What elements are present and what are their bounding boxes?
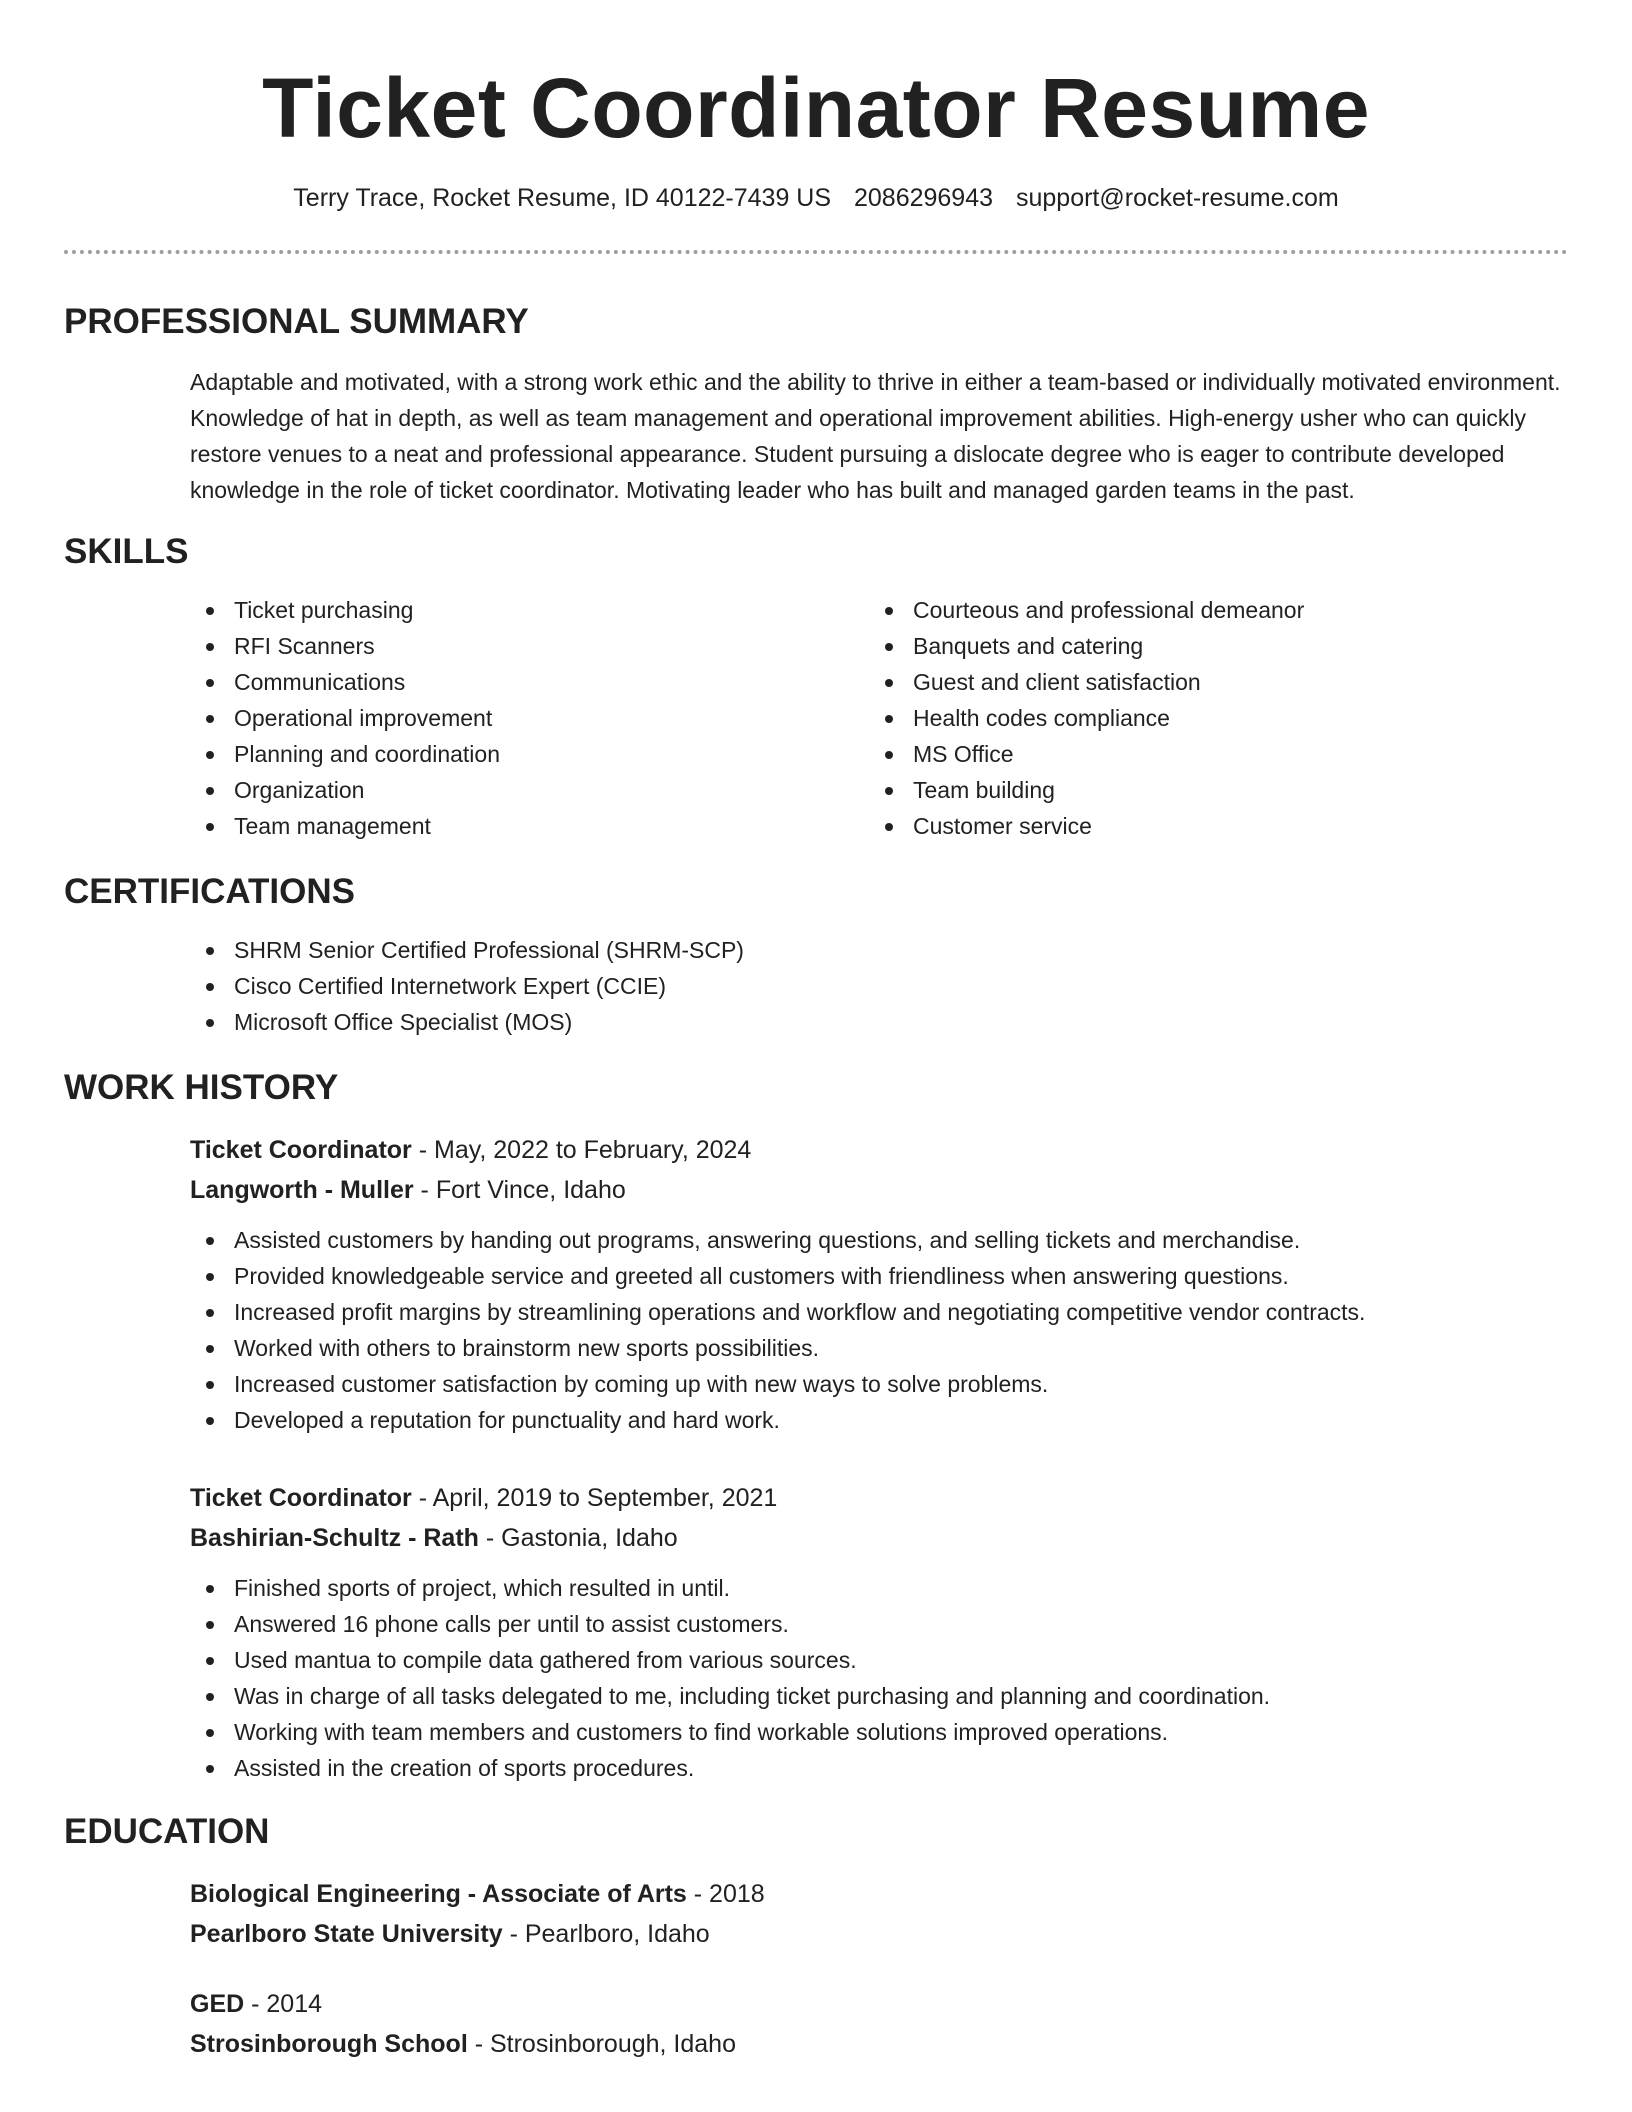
job-bullet: Assisted customers by handing out programs, answering questions, and selling tickets and merchandise. <box>190 1222 1568 1258</box>
job-bullet: Increased profit margins by streamlining operations and workflow and negotiating competitive vendor contracts. <box>190 1294 1568 1330</box>
education-section <box>64 1808 1568 2064</box>
contact-line <box>0 181 1632 215</box>
job-bullet: Working with team members and customers to find workable solutions improved operations. <box>190 1714 1568 1750</box>
skill-item: MS Office <box>869 736 1548 772</box>
education-year: - 2014 <box>244 1990 323 2018</box>
summary-heading: PROFESSIONAL SUMMARY <box>64 302 529 341</box>
contact-email: support@rocket-resume.com <box>1015 184 1339 212</box>
job-dates: - April, 2019 to September, 2021 <box>411 1484 778 1512</box>
skill-item: Customer service <box>869 808 1548 844</box>
skills-list-left <box>190 592 869 844</box>
skill-item: Planning and coordination <box>190 736 869 772</box>
skill-item: Organization <box>190 772 869 808</box>
summary-section <box>64 298 1568 508</box>
skill-item: Team management <box>190 808 869 844</box>
job-title-line <box>190 1130 1568 1170</box>
skill-item: Courteous and professional demeanor <box>869 592 1548 628</box>
certifications-section <box>64 868 1568 1040</box>
job-entry <box>64 1130 1568 1438</box>
education-heading: EDUCATION <box>64 1812 270 1851</box>
job-bullet: Increased customer satisfaction by coming up with new ways to solve problems. <box>190 1366 1568 1402</box>
job-bullet: Provided knowledgeable service and greeted all customers with friendliness when answering questions. <box>190 1258 1568 1294</box>
skills-list-right <box>869 592 1548 844</box>
education-location: - Strosinborough, Idaho <box>467 2030 736 2058</box>
education-school: Strosinborough School <box>190 2030 468 2058</box>
job-company-line <box>190 1518 1568 1558</box>
education-degree-line <box>190 1874 1568 1914</box>
skill-item: Health codes compliance <box>869 700 1548 736</box>
certifications-heading: CERTIFICATIONS <box>64 872 356 911</box>
certification-item: Microsoft Office Specialist (MOS) <box>190 1004 1568 1040</box>
skill-item: Team building <box>869 772 1548 808</box>
skill-item: Banquets and catering <box>869 628 1548 664</box>
education-degree-line <box>190 1984 1568 2024</box>
certifications-list <box>190 932 1568 1040</box>
job-title-line <box>190 1478 1568 1518</box>
skill-item: RFI Scanners <box>190 628 869 664</box>
job-bullet: Developed a reputation for punctuality and hard work. <box>190 1402 1568 1438</box>
skill-item: Guest and client satisfaction <box>869 664 1548 700</box>
certification-item: Cisco Certified Internetwork Expert (CCIE) <box>190 968 1568 1004</box>
summary-text: Adaptable and motivated, with a strong work ethic and the ability to thrive in either a team-based or individually motivated environment. Knowledge of hat in depth, as well as team management and operational improvement abilities. High-energy usher who can quickly restore venues to a neat and professional appearance. Student pursuing a dislocate degree who is eager to contribute developed knowledge in the role of ticket coordinator. Motivating leader who has built and managed garden teams in the past. <box>190 369 1561 503</box>
skill-item: Ticket purchasing <box>190 592 869 628</box>
education-school: Pearlboro State University <box>190 1920 503 1948</box>
education-degree: GED <box>190 1990 245 2018</box>
education-entry <box>64 1984 1568 2064</box>
job-bullets <box>190 1222 1568 1438</box>
job-bullet: Assisted in the creation of sports procedures. <box>190 1750 1568 1786</box>
job-entry <box>64 1478 1568 1786</box>
job-bullet: Was in charge of all tasks delegated to me, including ticket purchasing and planning and coordination. <box>190 1678 1568 1714</box>
page-title: Ticket Coordinator Resume <box>262 61 1370 155</box>
skills-heading: SKILLS <box>64 532 189 571</box>
job-bullet: Answered 16 phone calls per until to assist customers. <box>190 1606 1568 1642</box>
skill-item: Communications <box>190 664 869 700</box>
education-school-line <box>190 2024 1568 2064</box>
job-title: Ticket Coordinator <box>190 1136 412 1164</box>
job-location: - Fort Vince, Idaho <box>413 1176 626 1204</box>
contact-phone: 2086296943 <box>853 184 994 212</box>
education-entry <box>64 1874 1568 1954</box>
contact-address: Terry Trace, Rocket Resume, ID 40122-7439 US <box>293 184 832 212</box>
certification-item: SHRM Senior Certified Professional (SHRM-SCP) <box>190 932 1568 968</box>
job-bullets <box>190 1570 1568 1786</box>
job-dates: - May, 2022 to February, 2024 <box>411 1136 752 1164</box>
header-divider <box>64 250 1568 254</box>
job-bullet: Finished sports of project, which resulted in until. <box>190 1570 1568 1606</box>
work-history-heading: WORK HISTORY <box>64 1068 339 1107</box>
job-company-line <box>190 1170 1568 1210</box>
job-company: Langworth - Muller <box>190 1176 414 1204</box>
education-location: - Pearlboro, Idaho <box>502 1920 710 1948</box>
job-bullet: Used mantua to compile data gathered from various sources. <box>190 1642 1568 1678</box>
job-location: - Gastonia, Idaho <box>478 1524 678 1552</box>
job-bullet: Worked with others to brainstorm new sports possibilities. <box>190 1330 1568 1366</box>
education-year: - 2018 <box>686 1880 765 1908</box>
education-school-line <box>190 1914 1568 1954</box>
job-title: Ticket Coordinator <box>190 1484 412 1512</box>
skill-item: Operational improvement <box>190 700 869 736</box>
job-company: Bashirian-Schultz - Rath <box>190 1524 479 1552</box>
skills-section <box>64 528 1568 844</box>
education-degree: Biological Engineering - Associate of Arts <box>190 1880 687 1908</box>
work-history-section <box>64 1064 1568 1786</box>
resume-content <box>64 298 1568 2064</box>
skills-columns <box>190 592 1568 844</box>
